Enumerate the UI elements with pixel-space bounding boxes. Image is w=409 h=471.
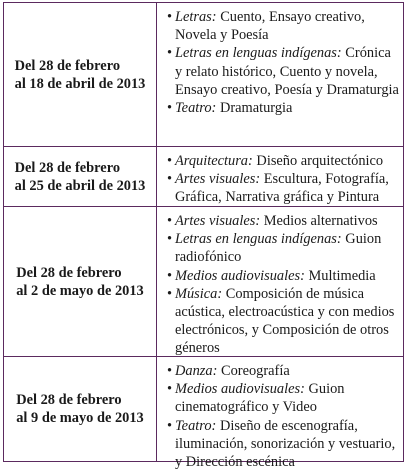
date-range: [16, 264, 144, 300]
item-text: Crónica y relato histórico, Cuento y novela, Ensayo creativo, Poesía y Dramaturgia: [175, 45, 399, 98]
date-cell: [4, 357, 157, 461]
date-end: al 18 de abril de 2013: [14, 75, 146, 92]
list-item: • Artes visuales: Escultura, Fotografía, Gráfica, Narrativa gráfica y Pintura: [167, 171, 389, 206]
list-item: • Medios audiovisuales: Multimedia: [167, 267, 376, 284]
date-start: Del 28 de febrero: [16, 392, 122, 408]
items-cell: [157, 357, 403, 471]
item-text: Diseño arquitectónico: [256, 153, 384, 169]
item-text: Escultura, Fotografía, Gráfica, Narrativa gráfica y Pintura: [175, 171, 389, 206]
item-text: Dramaturgia: [219, 100, 293, 117]
item-category: Letras en lenguas indígenas:: [175, 231, 342, 248]
list-item: • Medios audiovisuales: Guion cinematográfico y Video: [167, 381, 345, 416]
table-row: [4, 147, 403, 207]
list-item: • Letras: Cuento, Ensayo creativo, Novela y Poesía: [167, 9, 365, 44]
item-category: Artes visuales:: [175, 171, 261, 188]
date-start: Del 28 de febrero: [14, 159, 121, 176]
item-text: Diseño de escenografía, iluminación, sonorización y vestuario, y Dirección escénica: [175, 417, 396, 471]
calendar-table: [3, 2, 404, 471]
item-category: Letras en lenguas indígenas:: [175, 45, 342, 62]
item-text: Medios alternativos: [263, 213, 378, 229]
date-range: [16, 391, 144, 427]
item-category: Danza:: [175, 363, 218, 379]
item-text: Guion radiofónico: [175, 231, 382, 266]
list-item: • Letras en lenguas indígenas: Guion radiofónico: [167, 231, 382, 266]
item-category: Teatro:: [175, 100, 217, 117]
item-category: Teatro:: [175, 417, 217, 434]
item-text: Cuento, Ensayo creativo, Novela y Poesía: [175, 9, 365, 44]
item-text: Guion cinematográfico y Video: [175, 381, 345, 416]
list-item: • Arquitectura: Diseño arquitectónico: [167, 153, 384, 169]
item-category: Música:: [175, 285, 223, 302]
list-item: • Letras en lenguas indígenas: Crónica y relato histórico, Cuento y novela, Ensayo creativo, Poesía y Dramaturgia: [167, 45, 399, 98]
list-item: • Teatro: Dramaturgia: [167, 100, 293, 117]
table-row: [4, 357, 403, 471]
item-category: Arquitectura:: [175, 153, 253, 169]
date-cell: [4, 207, 157, 356]
item-text: Multimedia: [308, 267, 376, 284]
items-cell: [157, 3, 403, 146]
date-end: al 25 de abril de 2013: [14, 177, 146, 194]
list-item: • Música: Composición de música acústica, electroacústica y con medios electrónicos, y Composición de otros géneros: [167, 285, 395, 357]
date-range: [15, 159, 146, 195]
items-cell: [157, 207, 403, 356]
item-category: Medios audiovisuales:: [175, 267, 305, 284]
date-range: [15, 57, 146, 93]
date-cell: [4, 3, 157, 146]
date-start: Del 28 de febrero: [14, 57, 121, 74]
item-text: Coreografía: [220, 363, 290, 379]
date-end: al 2 de mayo de 2013: [16, 282, 144, 299]
date-start: Del 28 de febrero: [16, 264, 122, 281]
date-cell: [4, 147, 157, 206]
items-cell: [157, 147, 403, 206]
item-category: Artes visuales:: [175, 213, 261, 229]
table-row: [4, 3, 403, 147]
list-item: • Artes visuales: Medios alternativos: [167, 213, 378, 229]
item-category: Letras:: [175, 9, 217, 25]
item-category: Medios audiovisuales:: [175, 381, 305, 398]
date-end: al 9 de mayo de 2013: [16, 410, 144, 426]
list-item: • Teatro: Diseño de escenografía, iluminación, sonorización y vestuario, y Dirección escénica: [167, 417, 396, 471]
item-text: Composición de música acústica, electroacústica y con medios electrónicos, y Composición de otros géneros: [175, 285, 395, 357]
list-item: • Danza: Coreografía: [167, 363, 290, 379]
table-row: [4, 207, 403, 357]
